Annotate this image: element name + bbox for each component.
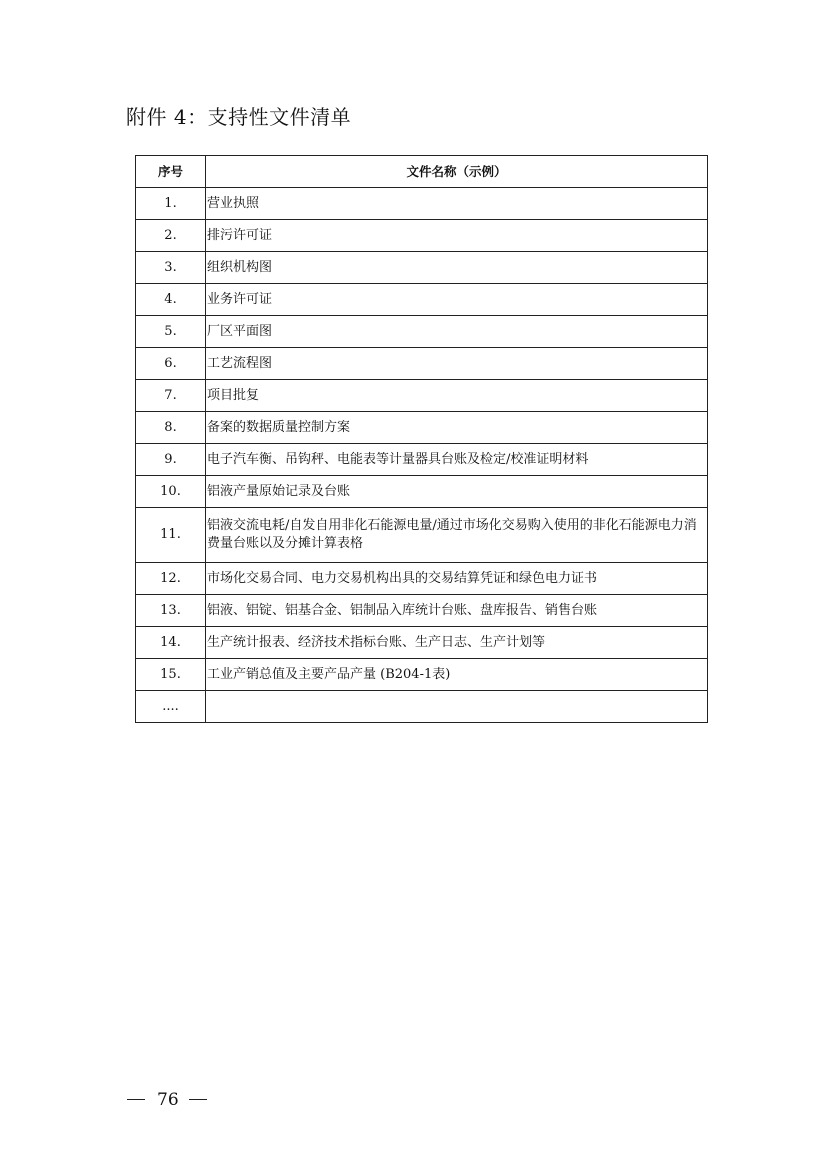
table-row bbox=[136, 188, 708, 220]
row-index: 2. bbox=[136, 220, 206, 252]
table-row bbox=[136, 316, 708, 348]
page-title: 附件 4：支持性文件清单 bbox=[126, 105, 352, 129]
row-index: 4. bbox=[136, 284, 206, 316]
table-row bbox=[136, 444, 708, 476]
row-document-name: 项目批复 bbox=[206, 380, 708, 412]
table-row bbox=[136, 380, 708, 412]
row-document-name: 铝液产量原始记录及台账 bbox=[206, 476, 708, 508]
row-index: 15. bbox=[136, 659, 206, 691]
row-document-name: 铝液交流电耗/自发自用非化石能源电量/通过市场化交易购入使用的非化石能源电力消费量台账以及分摊计算表格 bbox=[206, 508, 708, 563]
row-index: 12. bbox=[136, 563, 206, 595]
row-index: 13. bbox=[136, 595, 206, 627]
row-document-name: 排污许可证 bbox=[206, 220, 708, 252]
table-row bbox=[136, 595, 708, 627]
table-row bbox=[136, 284, 708, 316]
table-row bbox=[136, 508, 708, 563]
row-index: 9. bbox=[136, 444, 206, 476]
row-index: 1. bbox=[136, 188, 206, 220]
row-document-name: 生产统计报表、经济技术指标台账、生产日志、生产计划等 bbox=[206, 627, 708, 659]
table-row bbox=[136, 220, 708, 252]
row-document-name: 厂区平面图 bbox=[206, 316, 708, 348]
row-document-name: 市场化交易合同、电力交易机构出具的交易结算凭证和绿色电力证书 bbox=[206, 563, 708, 595]
row-document-name: 业务许可证 bbox=[206, 284, 708, 316]
table-header-row bbox=[136, 156, 708, 188]
table-row bbox=[136, 563, 708, 595]
table-row bbox=[136, 252, 708, 284]
header-document-name: 文件名称（示例） bbox=[206, 156, 708, 188]
table-row bbox=[136, 476, 708, 508]
row-document-name: 铝液、铝锭、铝基合金、铝制品入库统计台账、盘库报告、销售台账 bbox=[206, 595, 708, 627]
row-index: 10. bbox=[136, 476, 206, 508]
page-footer bbox=[127, 1090, 207, 1110]
row-index: 7. bbox=[136, 380, 206, 412]
row-index: 6. bbox=[136, 348, 206, 380]
row-index: 5. bbox=[136, 316, 206, 348]
table-row bbox=[136, 659, 708, 691]
row-index: 3. bbox=[136, 252, 206, 284]
row-index: .... bbox=[136, 691, 206, 723]
table-row bbox=[136, 627, 708, 659]
row-document-name: 电子汽车衡、吊钩秤、电能表等计量器具台账及检定/校准证明材料 bbox=[206, 444, 708, 476]
row-index: 11. bbox=[136, 508, 206, 563]
header-index: 序号 bbox=[136, 156, 206, 188]
row-index: 14. bbox=[136, 627, 206, 659]
footer-dash-left bbox=[127, 1099, 145, 1100]
row-document-name: 组织机构图 bbox=[206, 252, 708, 284]
table-row bbox=[136, 691, 708, 723]
row-document-name: 工艺流程图 bbox=[206, 348, 708, 380]
row-document-name bbox=[206, 691, 708, 723]
table-row bbox=[136, 412, 708, 444]
row-document-name: 工业产销总值及主要产品产量 (B204-1表) bbox=[206, 659, 708, 691]
row-document-name: 营业执照 bbox=[206, 188, 708, 220]
document-list-table bbox=[135, 155, 708, 723]
row-index: 8. bbox=[136, 412, 206, 444]
table-row bbox=[136, 348, 708, 380]
row-document-name: 备案的数据质量控制方案 bbox=[206, 412, 708, 444]
footer-dash-right bbox=[189, 1099, 207, 1100]
page-number: 76 bbox=[157, 1090, 179, 1110]
